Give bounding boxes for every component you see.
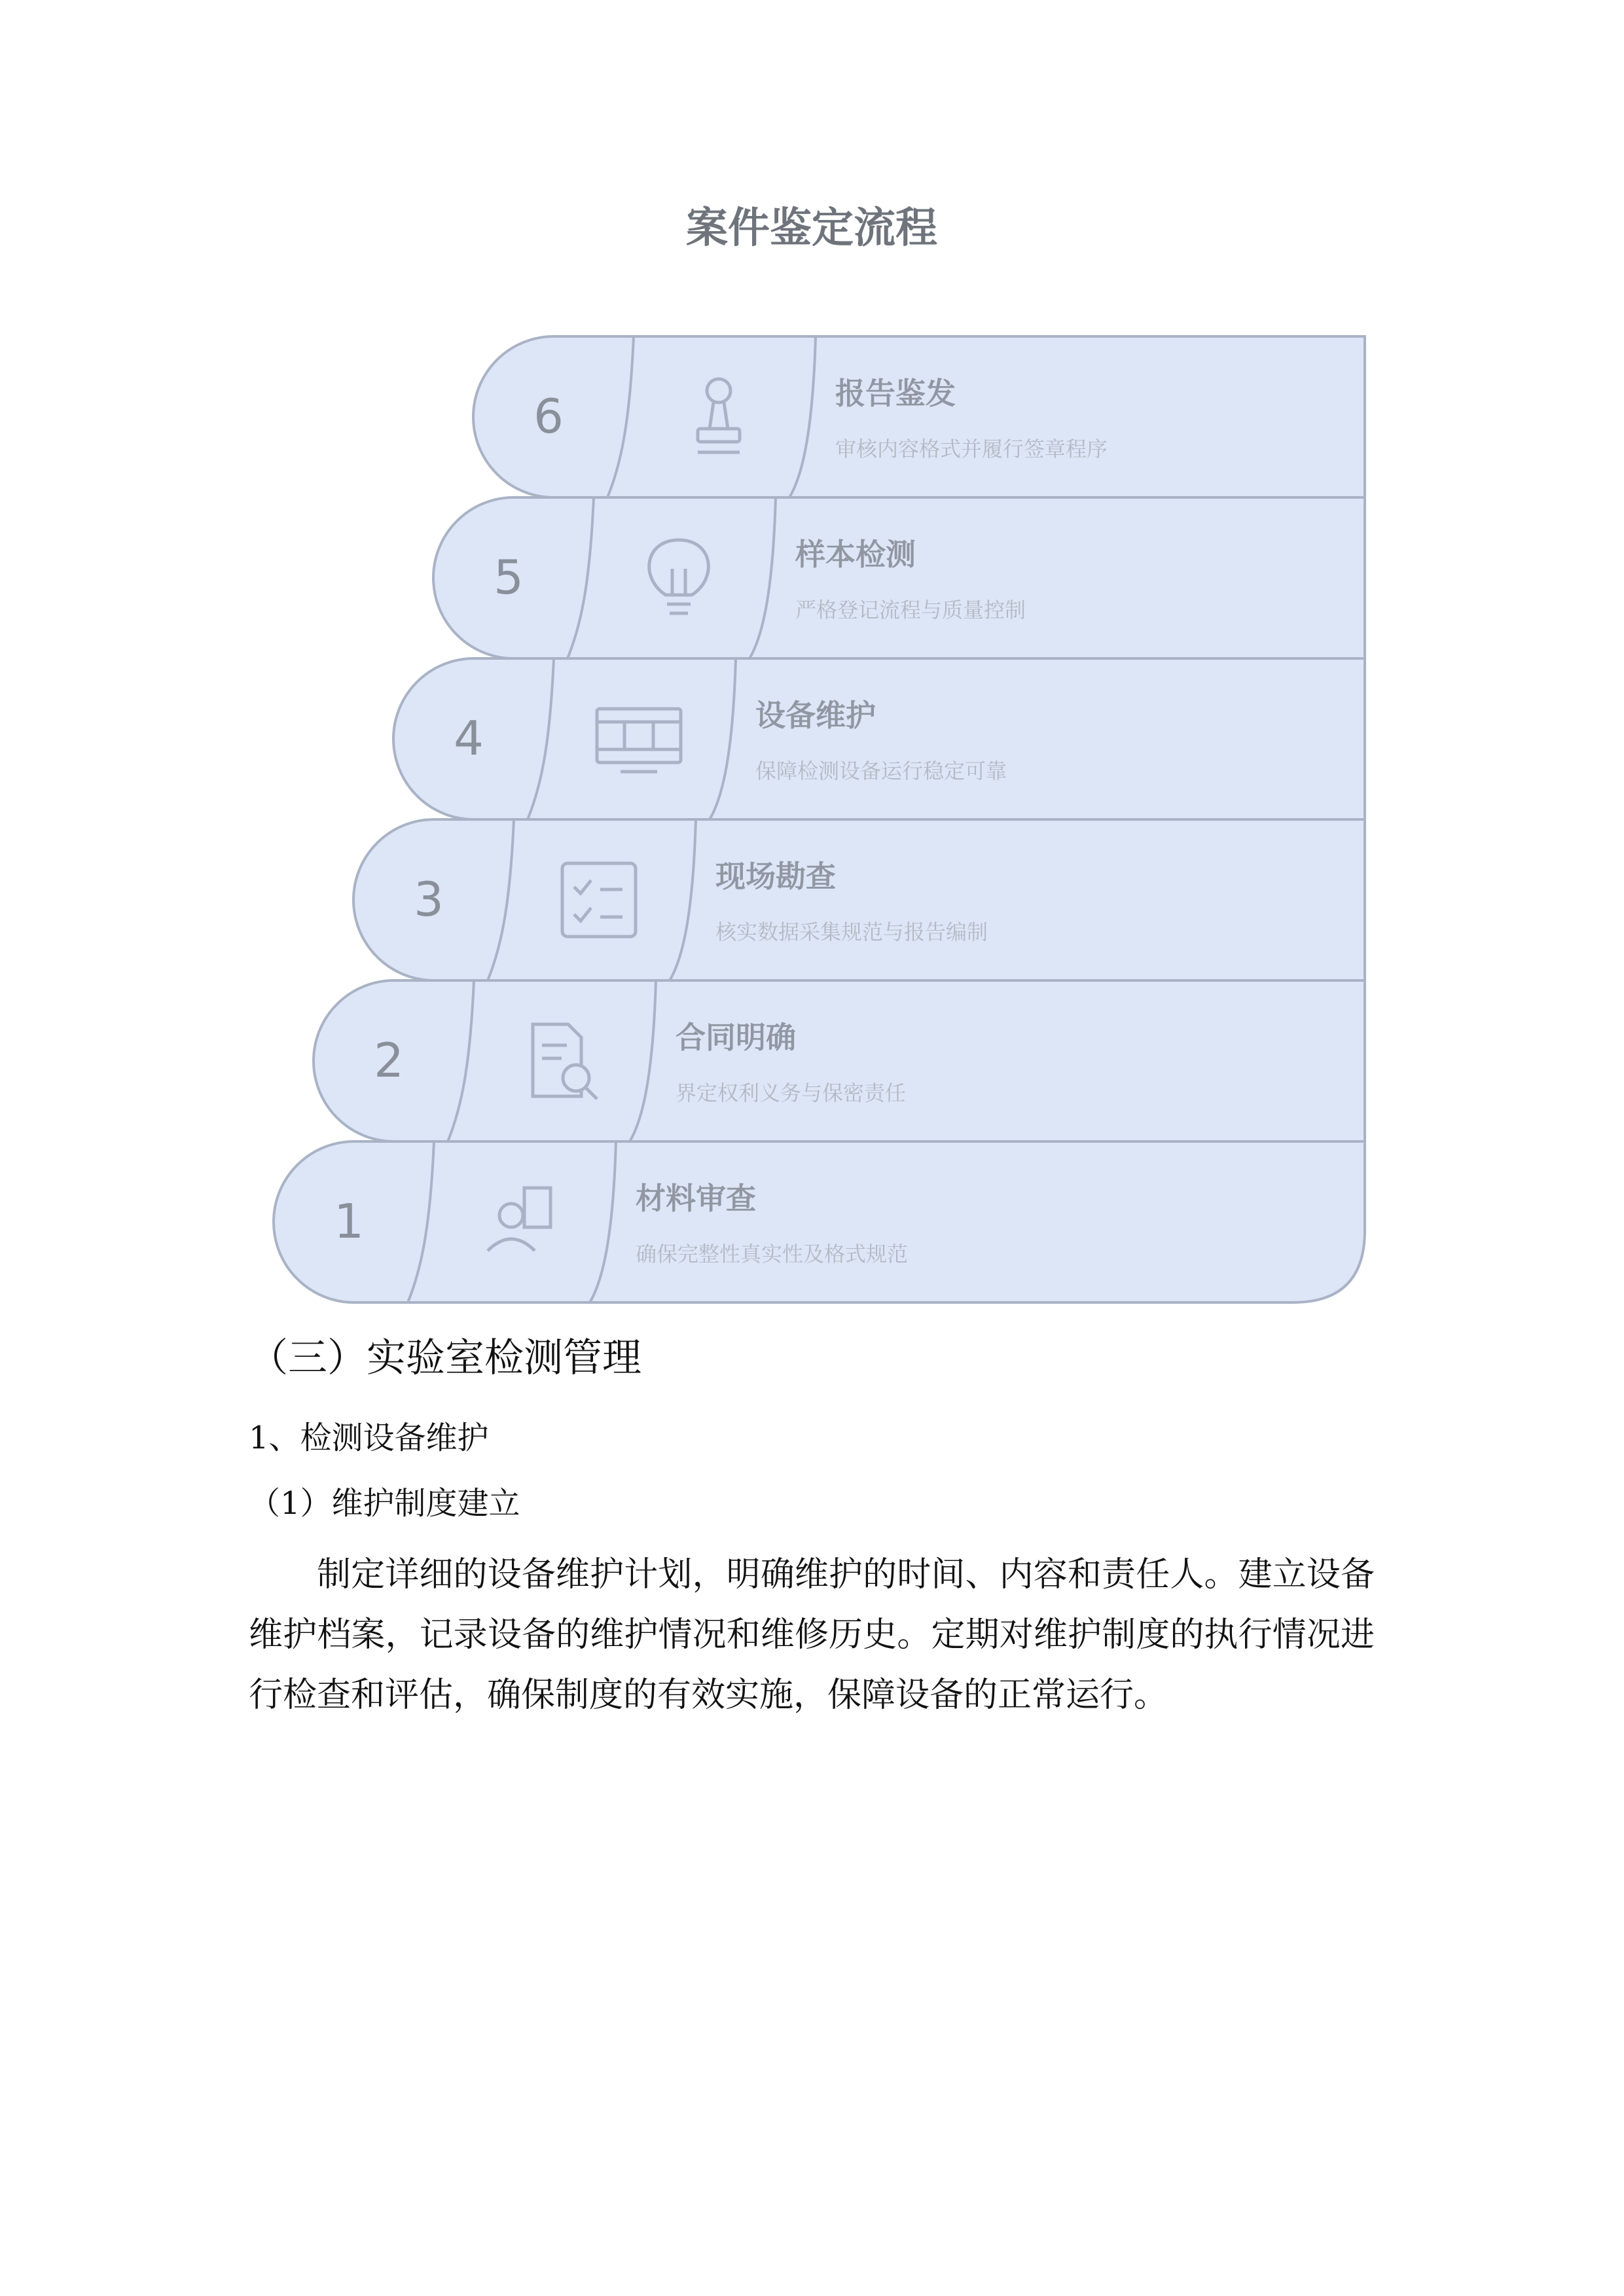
step-background: [473, 336, 1365, 497]
step-title: 现场勘查: [715, 859, 836, 894]
step-background: [274, 1141, 1365, 1302]
step-background: [314, 980, 1365, 1141]
step-description: 保障检测设备运行稳定可靠: [755, 759, 1007, 783]
step-title: 报告鉴发: [835, 376, 956, 411]
step-background: [353, 819, 1365, 980]
step-background: [433, 497, 1365, 658]
step-4: [393, 658, 1365, 819]
body-paragraph: 制定详细的设备维护计划，明确维护的时间、内容和责任人。建立设备维护档案，记录设备的维护情况和维修历史。定期对维护制度的执行情况进行检查和评估，确保制度的有效实施，保障设备的正常运行。: [249, 1555, 1375, 1715]
step-description: 核实数据采集规范与报告编制: [715, 920, 988, 944]
section-heading: （三）实验室检测管理: [249, 1335, 641, 1381]
step-title: 合同明确: [676, 1020, 796, 1055]
step-number: 1: [334, 1194, 364, 1249]
step-6: [473, 336, 1365, 497]
step-5: [433, 497, 1365, 658]
step-number: 2: [374, 1033, 404, 1088]
step-description: 严格登记流程与质量控制: [795, 598, 1026, 622]
step-description: 审核内容格式并履行签章程序: [835, 437, 1108, 461]
step-2: [314, 980, 1365, 1141]
figure-title: 案件鉴定流程: [686, 204, 937, 253]
sub-heading-equipment-maintenance: 1、检测设备维护: [249, 1420, 489, 1456]
step-background: [393, 658, 1365, 819]
step-title: 设备维护: [755, 698, 876, 733]
step-description: 界定权利义务与保密责任: [676, 1081, 907, 1105]
step-description: 确保完整性真实性及格式规范: [636, 1242, 909, 1266]
step-number: 5: [494, 550, 524, 605]
sub-heading-maintenance-system: （1）维护制度建立: [249, 1485, 520, 1522]
step-3: [353, 819, 1365, 980]
step-number: 6: [533, 389, 564, 444]
step-number: 4: [454, 711, 484, 766]
step-title: 材料审查: [636, 1181, 756, 1216]
step-1: [274, 1141, 1365, 1302]
step-number: 3: [414, 872, 444, 927]
step-title: 样本检测: [795, 537, 916, 572]
